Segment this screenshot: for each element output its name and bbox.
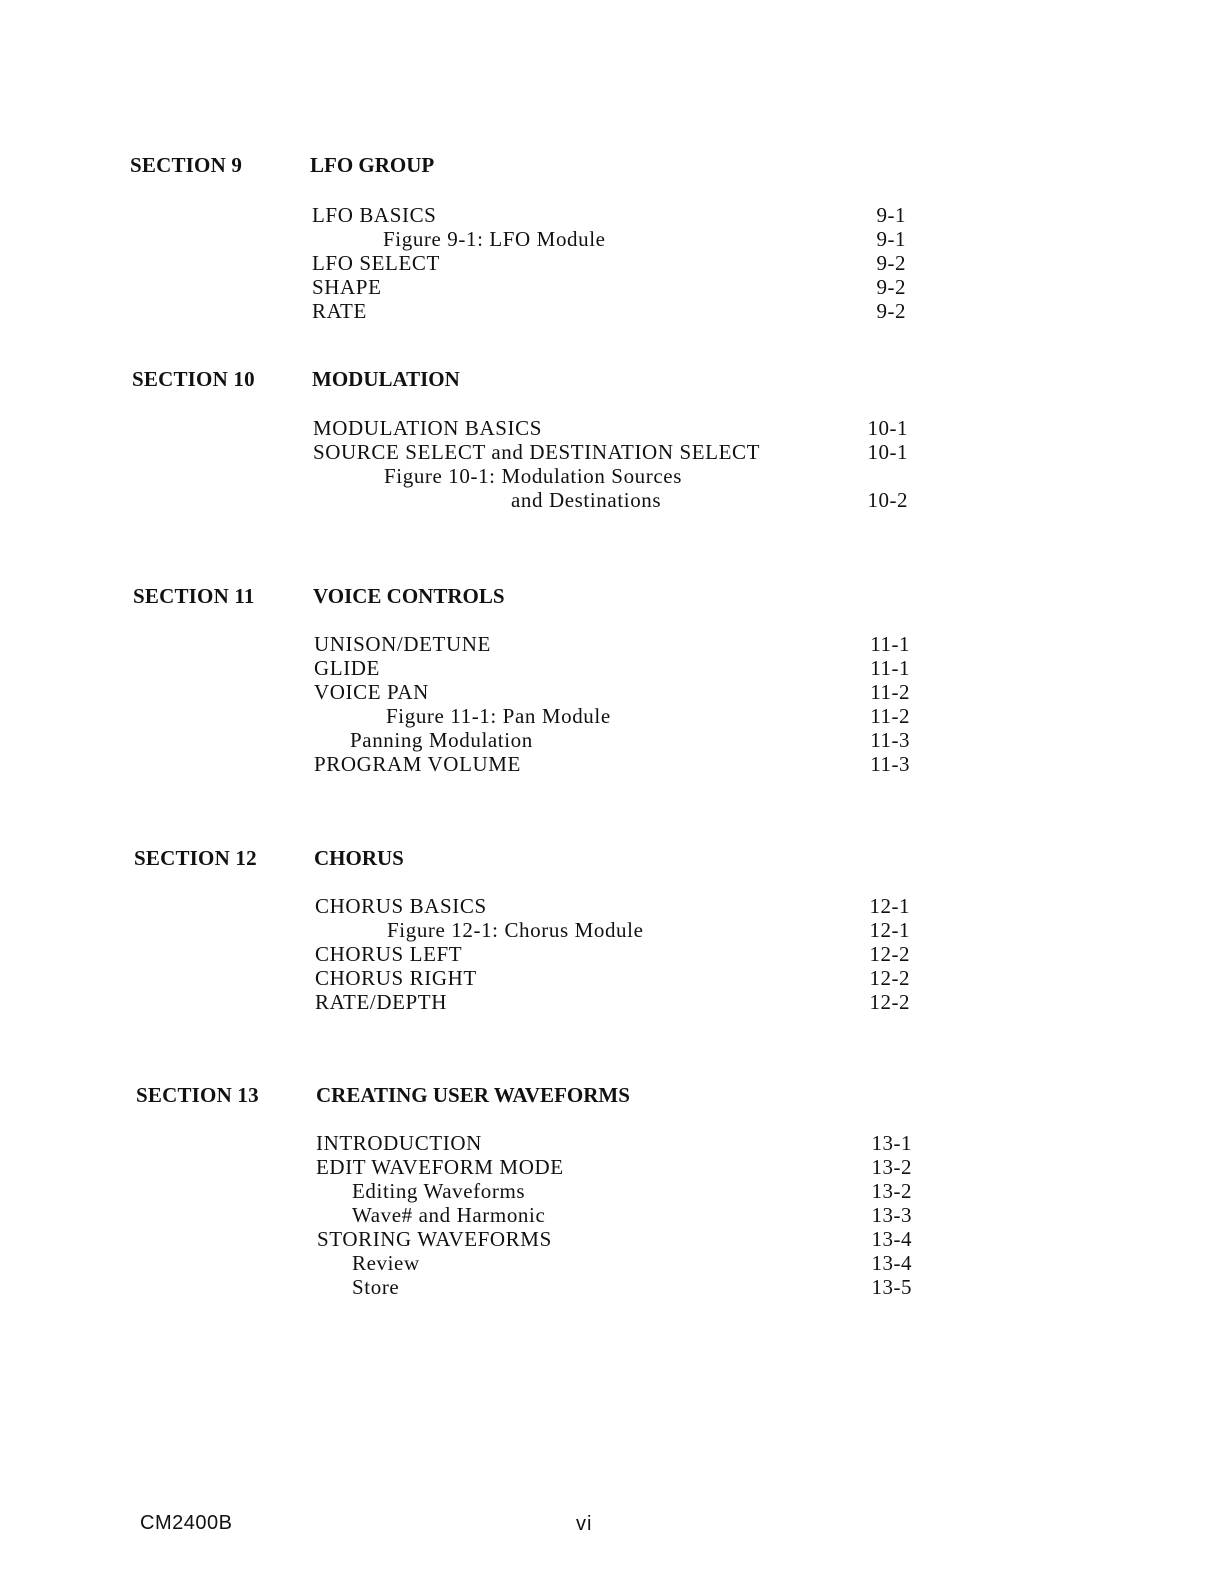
entry-page: 10-2	[867, 488, 908, 512]
entry-text: Store	[352, 1275, 400, 1299]
entry-text: GLIDE	[314, 656, 380, 680]
toc-entry	[314, 918, 910, 942]
entry-text: Wave# and Harmonic	[352, 1203, 546, 1227]
document-code: CM2400B	[140, 1512, 233, 1534]
toc-entry	[314, 942, 910, 966]
entry-text: and Destinations	[511, 488, 662, 512]
entry-page: 9-2	[876, 275, 906, 299]
toc-entry	[316, 1203, 912, 1227]
entry-text: VOICE PAN	[314, 680, 429, 704]
toc-entry	[316, 1251, 912, 1275]
entry-page: 11-1	[870, 656, 910, 680]
toc-entry	[312, 416, 908, 440]
entry-page: 13-3	[871, 1203, 912, 1227]
entry-text: Panning Modulation	[350, 728, 533, 752]
entry-page: 12-2	[869, 966, 910, 990]
toc-entry	[316, 1131, 912, 1155]
toc-entry	[313, 656, 910, 680]
toc-entry	[312, 440, 908, 464]
entry-text: STORING WAVEFORMS	[317, 1227, 552, 1251]
entry-page: 13-5	[871, 1275, 912, 1299]
toc-entry	[313, 704, 910, 728]
toc-entry	[314, 966, 910, 990]
toc-entry	[310, 299, 906, 323]
section-title: MODULATION	[312, 367, 460, 391]
entry-page: 9-2	[876, 299, 906, 323]
entry-text: Figure 9-1: LFO Module	[383, 227, 606, 251]
entry-page: 11-3	[870, 752, 910, 776]
toc-entry	[314, 990, 910, 1014]
toc-entry	[312, 464, 908, 488]
entry-text: PROGRAM VOLUME	[314, 752, 521, 776]
entry-page: 9-1	[876, 203, 906, 227]
entry-text: CHORUS RIGHT	[315, 966, 477, 990]
entry-text: INTRODUCTION	[316, 1131, 482, 1155]
section-label: SECTION 9	[130, 153, 243, 177]
toc-entry	[310, 203, 906, 227]
toc-entry	[313, 752, 910, 776]
toc-entry	[316, 1179, 912, 1203]
entry-page: 12-2	[869, 990, 910, 1014]
entry-page: 11-2	[870, 704, 910, 728]
entry-text: RATE/DEPTH	[315, 990, 447, 1014]
entry-page: 13-4	[871, 1251, 912, 1275]
entry-text: Figure 12-1: Chorus Module	[387, 918, 644, 942]
section-title: CREATING USER WAVEFORMS	[316, 1083, 630, 1107]
entry-page: 13-2	[871, 1179, 912, 1203]
entry-text: LFO SELECT	[312, 251, 440, 275]
entry-text: CHORUS LEFT	[315, 942, 463, 966]
entry-page: 13-1	[871, 1131, 912, 1155]
toc-entry	[312, 488, 908, 512]
entry-text: Editing Waveforms	[352, 1179, 526, 1203]
entry-text: SHAPE	[312, 275, 382, 299]
entry-text: UNISON/DETUNE	[314, 632, 491, 656]
entry-text: RATE	[312, 299, 367, 323]
entry-text: EDIT WAVEFORM MODE	[316, 1155, 564, 1179]
toc-entry	[314, 894, 910, 918]
toc-entry	[316, 1227, 912, 1251]
section-label: SECTION 12	[134, 846, 257, 870]
entry-text: LFO BASICS	[312, 203, 437, 227]
section-title: VOICE CONTROLS	[313, 584, 505, 608]
entry-text: Figure 11-1: Pan Module	[386, 704, 611, 728]
entry-page: 11-3	[870, 728, 910, 752]
toc-entry	[310, 251, 906, 275]
entry-page: 10-1	[867, 440, 908, 464]
entry-page: 9-2	[876, 251, 906, 275]
entry-page: 12-1	[869, 894, 910, 918]
section-label: SECTION 11	[133, 584, 255, 608]
section-label: SECTION 10	[132, 367, 255, 391]
toc-entry	[313, 680, 910, 704]
entry-text: CHORUS BASICS	[315, 894, 487, 918]
toc-entry	[316, 1155, 912, 1179]
page-number: vi	[576, 1513, 593, 1535]
toc-entry	[310, 275, 906, 299]
toc-entry	[316, 1275, 912, 1299]
entry-page: 13-2	[871, 1155, 912, 1179]
toc-entry	[313, 728, 910, 752]
entry-page: 12-1	[869, 918, 910, 942]
entry-text: Review	[352, 1251, 420, 1275]
section-title: LFO GROUP	[310, 153, 435, 177]
entry-page: 13-4	[871, 1227, 912, 1251]
entry-page: 11-2	[870, 680, 910, 704]
entry-page: 11-1	[870, 632, 910, 656]
entry-text: MODULATION BASICS	[313, 416, 542, 440]
entry-page: 10-1	[867, 416, 908, 440]
entry-page: 12-2	[869, 942, 910, 966]
entry-text: SOURCE SELECT and DESTINATION SELECT	[313, 440, 761, 464]
section-label: SECTION 13	[136, 1083, 259, 1107]
toc-entry	[310, 227, 906, 251]
toc-entry	[313, 632, 910, 656]
entry-page: 9-1	[876, 227, 906, 251]
entry-text: Figure 10-1: Modulation Sources	[384, 464, 682, 488]
section-title: CHORUS	[314, 846, 404, 870]
